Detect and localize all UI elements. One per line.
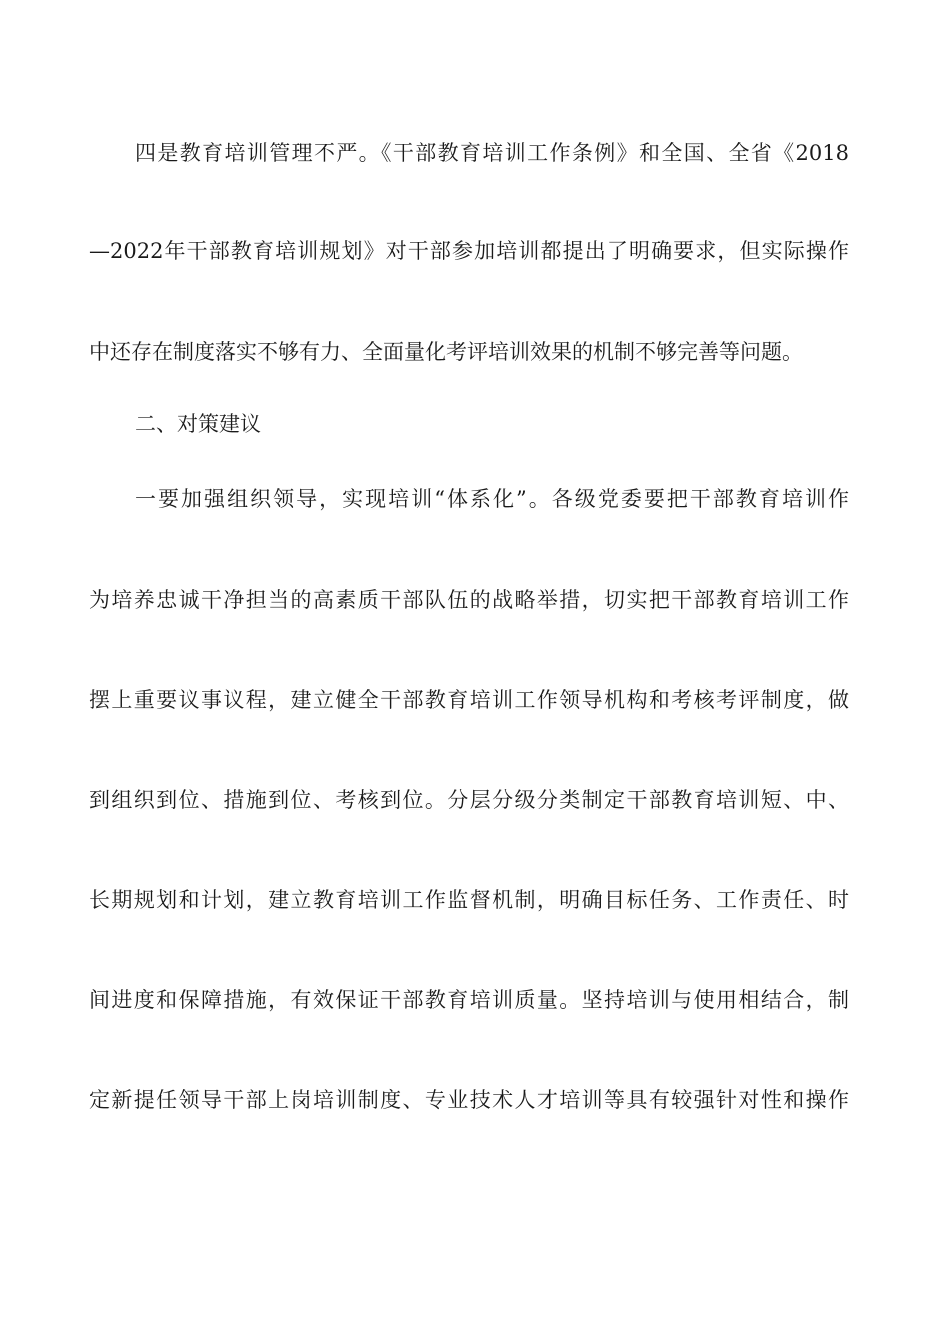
paragraph-5-line-6: 间进度和保障措施，有效保证干部教育培训质量。坚持培训与使用相结合，制	[89, 988, 849, 1012]
paragraph-5-line-3: 摆上重要议事议程，建立健全干部教育培训工作领导机构和考核考评制度，做	[89, 688, 849, 712]
paragraph-5-line-5: 长期规划和计划，建立教育培训工作监督机制，明确目标任务、工作责任、时	[89, 888, 849, 912]
section-heading: 二、对策建议	[135, 412, 261, 436]
paragraph-5-line-2: 为培养忠诚干净担当的高素质干部队伍的战略举措，切实把干部教育培训工作	[89, 588, 849, 612]
paragraph-5-line-4: 到组织到位、措施到位、考核到位。分层分级分类制定干部教育培训短、中、	[89, 788, 849, 812]
paragraph-4-line-3: 中还存在制度落实不够有力、全面量化考评培训效果的机制不够完善等问题。	[89, 340, 803, 364]
paragraph-5-line-7: 定新提任领导干部上岗培训制度、专业技术人才培训等具有较强针对性和操作	[89, 1088, 849, 1112]
paragraph-4-line-1: 四是教育培训管理不严。《干部教育培训工作条例》和全国、全省《2018	[135, 141, 849, 165]
paragraph-4-line-2: —2022年干部教育培训规划》对干部参加培训都提出了明确要求，但实际操作	[89, 239, 849, 263]
paragraph-5-line-1: 一要加强组织领导，实现培训“体系化”。各级党委要把干部教育培训作	[135, 487, 849, 511]
